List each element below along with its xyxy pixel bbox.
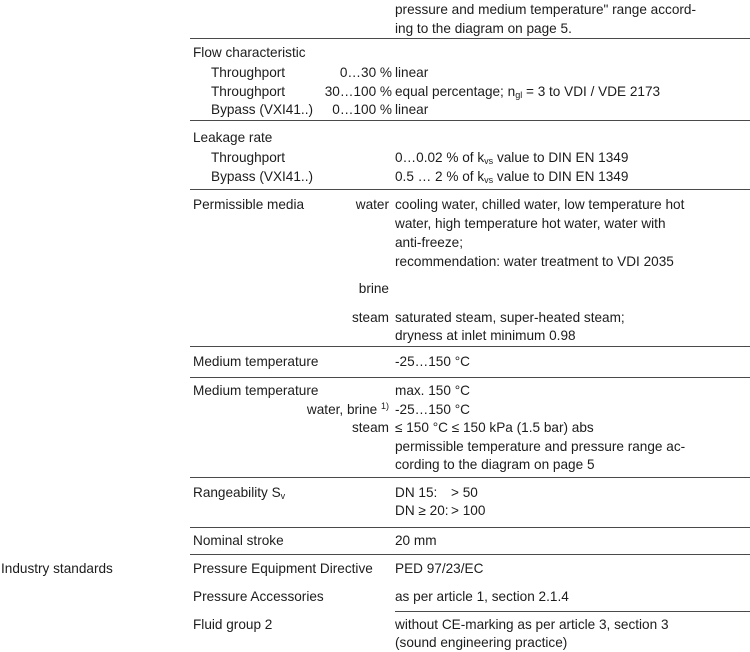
dn-value: > 50 xyxy=(451,485,478,500)
section-title: Leakage rate xyxy=(193,130,273,145)
divider xyxy=(190,189,750,190)
section-title: Permissible media xyxy=(193,197,305,212)
media-label-steam: steam xyxy=(351,310,389,325)
row-range: 0…30 % xyxy=(339,65,392,80)
media-label-water: water xyxy=(355,197,389,212)
row-value: PED 97/23/EC xyxy=(395,561,484,576)
row-label: Throughport xyxy=(211,84,286,99)
dn-label: DN 15: xyxy=(395,485,438,500)
media-value: saturated steam, super-heated steam; xyxy=(395,310,625,325)
section-title: Rangeability $S_v$ xyxy=(193,485,286,501)
row-label: Fluid group 2 xyxy=(193,617,273,632)
row-label: Pressure Equipment Directive xyxy=(193,561,373,576)
row-range: 30…100 % xyxy=(324,84,392,99)
footnote-marker: 1) xyxy=(380,401,389,411)
continued-text: ing to the diagram on page 5. xyxy=(395,21,572,36)
divider xyxy=(190,554,750,555)
section-label: Industry standards xyxy=(1,561,113,576)
row-value: (sound engineering practice) xyxy=(395,635,568,650)
row-value: linear xyxy=(395,102,429,117)
row-value: ≤ 150 °C ≤ 150 kPa (1.5 bar) abs xyxy=(395,420,594,435)
row-value: 0…0.02 % of $k_{vs}$ value to DIN EN 1349 xyxy=(395,150,629,166)
row-label: Bypass (VXI41..) xyxy=(211,169,313,184)
divider xyxy=(190,527,750,528)
row-value: permissible temperature and pressure range ac- xyxy=(395,439,686,454)
row-label: Throughport xyxy=(211,150,286,165)
row-label: Pressure Accessories xyxy=(193,589,324,604)
divider xyxy=(190,120,750,121)
row-value: as per article 1, section 2.1.4 xyxy=(395,589,569,604)
medium-temperature-value: -25…150 °C xyxy=(395,354,470,369)
media-value: anti-freeze; xyxy=(395,235,464,250)
row-value: without CE-marking as per article 3, section 3 xyxy=(395,617,669,632)
media-value: water, high temperature hot water, water with xyxy=(395,216,666,231)
media-value: recommendation: water treatment to VDI 2035 xyxy=(395,254,674,269)
medium-temperature-label: Medium temperature xyxy=(193,354,319,369)
divider xyxy=(395,611,750,612)
media-value: dryness at inlet minimum 0.98 xyxy=(395,328,576,343)
dn-value: > 100 xyxy=(451,503,486,518)
row-range: 0…100 % xyxy=(332,102,392,117)
divider xyxy=(190,38,750,39)
nominal-stroke-value: 20 mm xyxy=(395,533,437,548)
divider xyxy=(190,377,750,378)
row-value: -25…150 °C xyxy=(395,402,470,417)
continued-text: pressure and medium temperature" range accord- xyxy=(395,2,697,17)
media-value: cooling water, chilled water, low temperature hot xyxy=(395,197,685,212)
section-title: Medium temperature xyxy=(193,383,319,398)
divider xyxy=(190,477,750,478)
section-title: Flow characteristic xyxy=(193,45,306,60)
row-value: linear xyxy=(395,65,429,80)
row-value: cording to the diagram on page 5 xyxy=(395,457,595,472)
row-label: water, brine $^{1)}$ xyxy=(306,401,389,417)
divider xyxy=(190,346,750,347)
nominal-stroke-label: Nominal stroke xyxy=(193,533,284,548)
row-label: Throughport xyxy=(211,65,286,80)
row-label: steam xyxy=(351,420,389,435)
row-value: max. 150 °C xyxy=(395,383,470,398)
media-label-brine: brine xyxy=(358,281,389,296)
dn-label: DN ≥ 20: xyxy=(395,503,449,518)
row-label: Bypass (VXI41..) xyxy=(211,102,313,117)
row-value: 0.5 … 2 % of $k_{vs}$ value to DIN EN 1349 xyxy=(395,169,629,185)
row-value: equal percentage; $n_{gl} = 3$ to VDI / VDE 2173 xyxy=(395,84,661,100)
